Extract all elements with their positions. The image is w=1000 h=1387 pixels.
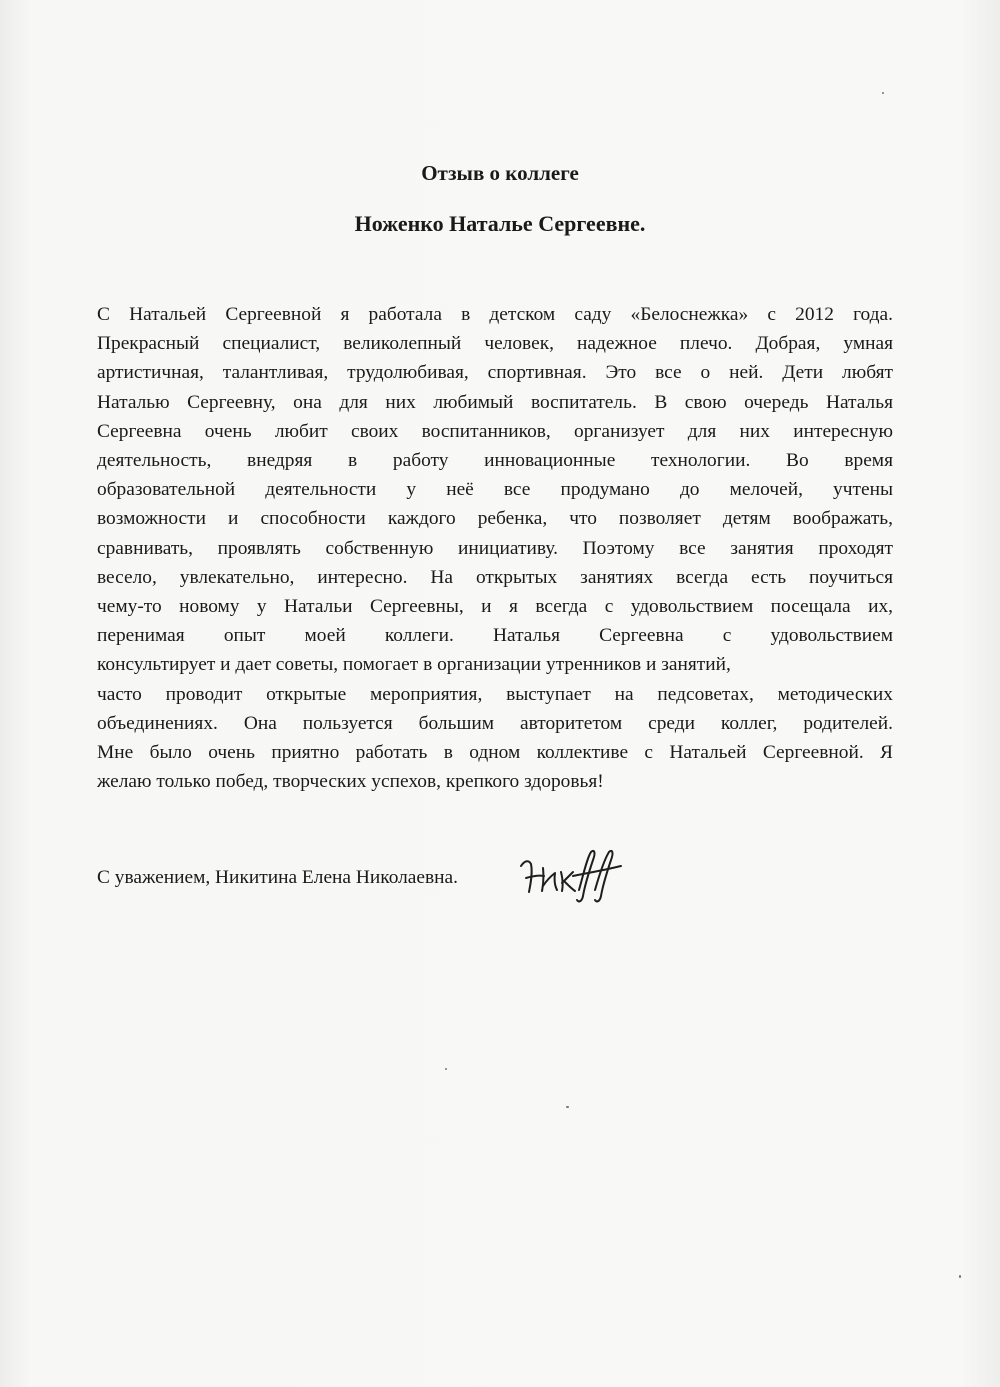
body-line: чему-то новому у Натальи Сергеевны, и я всегда с удовольствием посещала их, [97,596,893,618]
body-line: консультирует и дает советы, помогает в организации утренников и занятий, [97,654,731,676]
closing-line: С уважением, Никитина Елена Николаевна. [97,867,459,888]
body-line: сравнивать, проявлять собственную инициативу. Поэтому все занятия проходят [97,537,893,559]
scan-speck [445,1068,447,1070]
scan-speck [882,92,884,94]
body-line: часто проводит открытые мероприятия, выступает на педсоветах, методических [97,683,893,705]
body-line: перенимая опыт моей коллеги. Наталья Сергеевна с удовольствием [97,625,893,647]
handwritten-signature [517,846,627,906]
body-line: Наталью Сергеевну, она для них любимый воспитатель. В свою очередь Наталья [97,391,893,413]
review-body [97,300,893,796]
body-line: возможности и способности каждого ребенка, что позволяет детям воображать, [97,508,893,530]
body-line: желаю только побед, творческих успехов, крепкого здоровья! [97,771,604,793]
body-line: Мне было очень приятно работать в одном коллективе с Натальей Сергеевной. Я [97,742,893,764]
body-line: весело, увлекательно, интересно. На открытых занятиях всегда есть поучиться [97,566,893,588]
body-line: Прекрасный специалист, великолепный человек, надежное плечо. Добрая, умная [97,333,893,355]
body-line: деятельность, внедряя в работу инновационные технологии. Во время [97,450,893,472]
document-title: Отзыв о коллеге [421,161,579,185]
body-line: Сергеевна очень любит своих воспитанников, организует для них интересную [97,420,893,442]
body-line: объединениях. Она пользуется большим авторитетом среди коллег, родителей. [97,712,893,734]
body-line: образовательной деятельности у неё все продумано до мелочей, учтены [97,479,893,501]
body-line: артистичная, талантливая, трудолюбивая, спортивная. Это все о ней. Дети любят [97,362,893,384]
body-line: С Натальей Сергеевной я работала в детском саду «Белоснежка» с 2012 года. [97,304,893,325]
scan-speck [566,1106,569,1108]
document-subtitle: Ноженко Наталье Сергеевне. [354,211,646,236]
scan-speck [959,1275,961,1278]
